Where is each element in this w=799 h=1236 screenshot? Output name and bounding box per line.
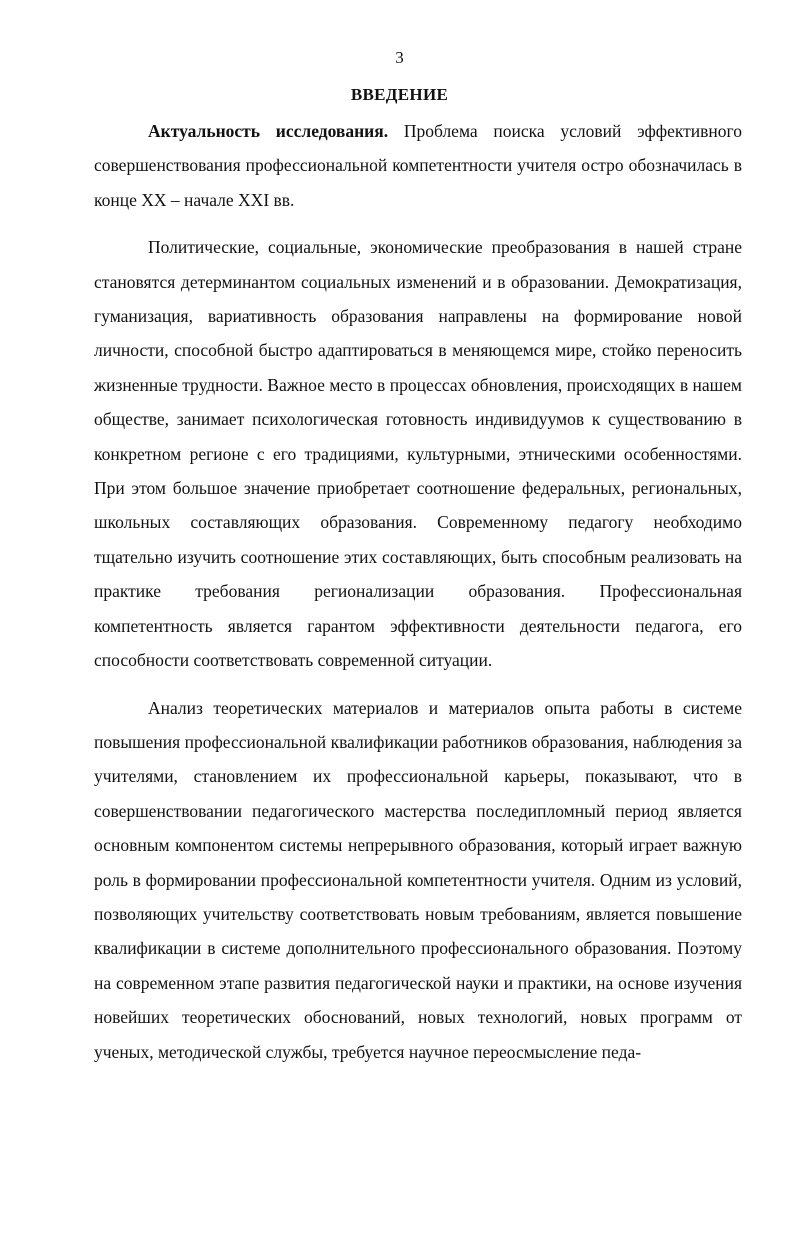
paragraph-transformations: Политические, социальные, экономические преобразования в нашей стране становятся детерминантом социальных изменений и в образовании. Демократизация, гуманизация, вариативность образования направлены на формирование новой личности, способной быстро адаптироваться в меняющемся мире, стойко переносить жизненные трудности. Важное место в процессах обновления, происходящих в нашем обществе, занимает психологическая готовность индивидуумов к существованию в конкретном регионе с его традициями, культурными, этническими особенностями. При этом большое значение приобретает соотношение федеральных, региональных, школьных составляющих образования. Современному педагогу необходимо тщательно изучить соотношение этих составляющих, быть способным реализовать на практике требования регионализации образования. Профессиональная компетентность является гарантом эффективности деятельности педагога, его способности соответствовать современной ситуации. [94, 237, 742, 671]
paragraph-lead: Актуальность исследования. [148, 121, 389, 141]
body-text [94, 114, 742, 1069]
page-number: 3 [395, 48, 404, 67]
paragraph-analysis: Анализ теоретических материалов и материалов опыта работы в системе повышения профессиональной квалификации работников образования, наблюдения за учителями, становлением их профессиональной карьеры, показывают, что в совершенствовании педагогического мастерства последипломный период является основным компонентом системы непрерывного образования, который играет важную роль в формировании профессиональной компетентности учителя. Одним из условий, позволяющих учительству соответствовать новым требованиям, является повышение квалификации в системе дополнительного профессионального образования. Поэтому на современном этапе развития педагогической науки и практики, на основе изучения новейших теоретических обоснований, новых технологий, новых программ от ученых, методической службы, требуется научное переосмысление педа- [94, 697, 742, 1062]
paragraph-relevance [94, 114, 742, 217]
paragraph-text: Проблема поиска условий эффективного совершенствования профессиональной компетентности учителя остро обозначилась в конце XX – начале XXI вв. [94, 121, 742, 210]
section-heading: ВВЕДЕНИЕ [350, 85, 449, 104]
